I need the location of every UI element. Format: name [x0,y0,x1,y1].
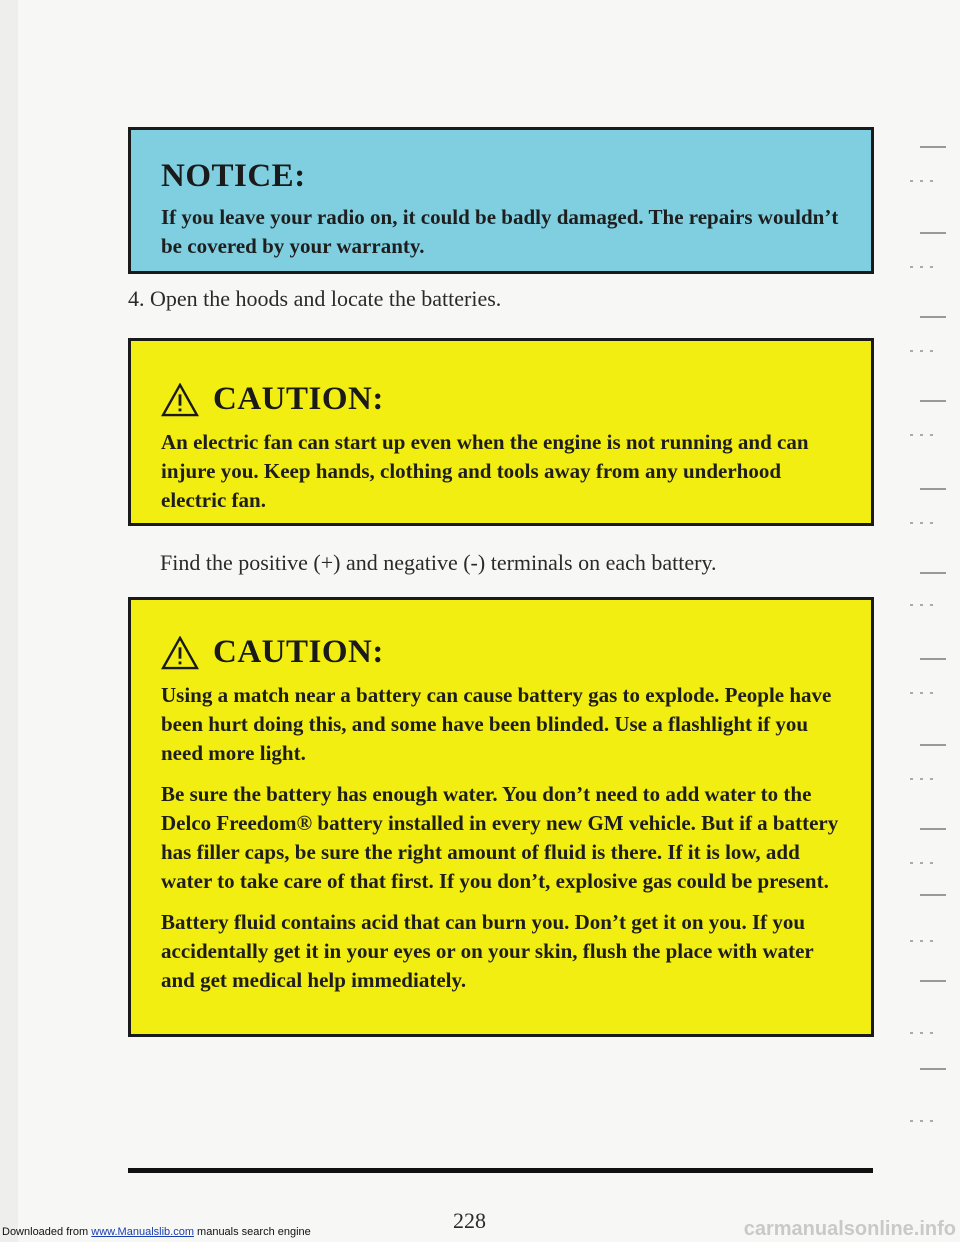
download-footer [2,1226,311,1238]
footer-rule [128,1168,873,1173]
caution-box-battery [128,597,874,1037]
page-number: 228 [453,1208,486,1233]
find-terminals-text: Find the positive (+) and negative (-) terminals on each battery. [160,550,717,575]
caution-heading: CAUTION: [213,634,384,670]
footer-prefix: Downloaded from [2,1226,92,1238]
page-edge-marks [906,110,946,1170]
watermark-text: carmanualsonline.info [743,1218,956,1240]
step-4-text: 4. Open the hoods and locate the batteries. [128,286,502,311]
caution-heading: CAUTION: [213,381,384,417]
notice-text: If you leave your radio on, it could be badly damaged. The repairs wouldn’t be covered by your warranty. [161,205,839,258]
caution-fan-text: An electric fan can start up even when the engine is not running and can injure you. Keep hands, clothing and tools away from any underhood electric fan. [161,430,809,512]
left-edge-strip [0,0,18,1242]
warning-triangle-icon [161,636,199,670]
manualslib-link[interactable]: www.Manualslib.com [91,1226,194,1238]
caution-box-fan [128,338,874,526]
notice-heading: NOTICE: [161,158,306,194]
caution-battery-paragraph: Be sure the battery has enough water. You don’t need to add water to the Delco Freedom® battery installed in every new GM vehicle. But if a battery has filler caps, be sure the right amount of fluid is there. If it is low, add water to take care of that first. If you don’t, explosive gas could be present. [161,782,839,893]
footer-suffix: manuals search engine [193,1226,311,1238]
notice-box [128,127,874,274]
warning-triangle-icon [161,383,199,417]
caution-battery-paragraph: Using a match near a battery can cause battery gas to explode. People have been hurt doing this, and some have been blinded. Use a flashlight if you need more light. [161,683,832,765]
caution-battery-paragraph: Battery fluid contains acid that can burn you. Don’t get it on you. If you accidentally get it in your eyes or on your skin, flush the place with water and get medical help immediately. [161,910,814,992]
